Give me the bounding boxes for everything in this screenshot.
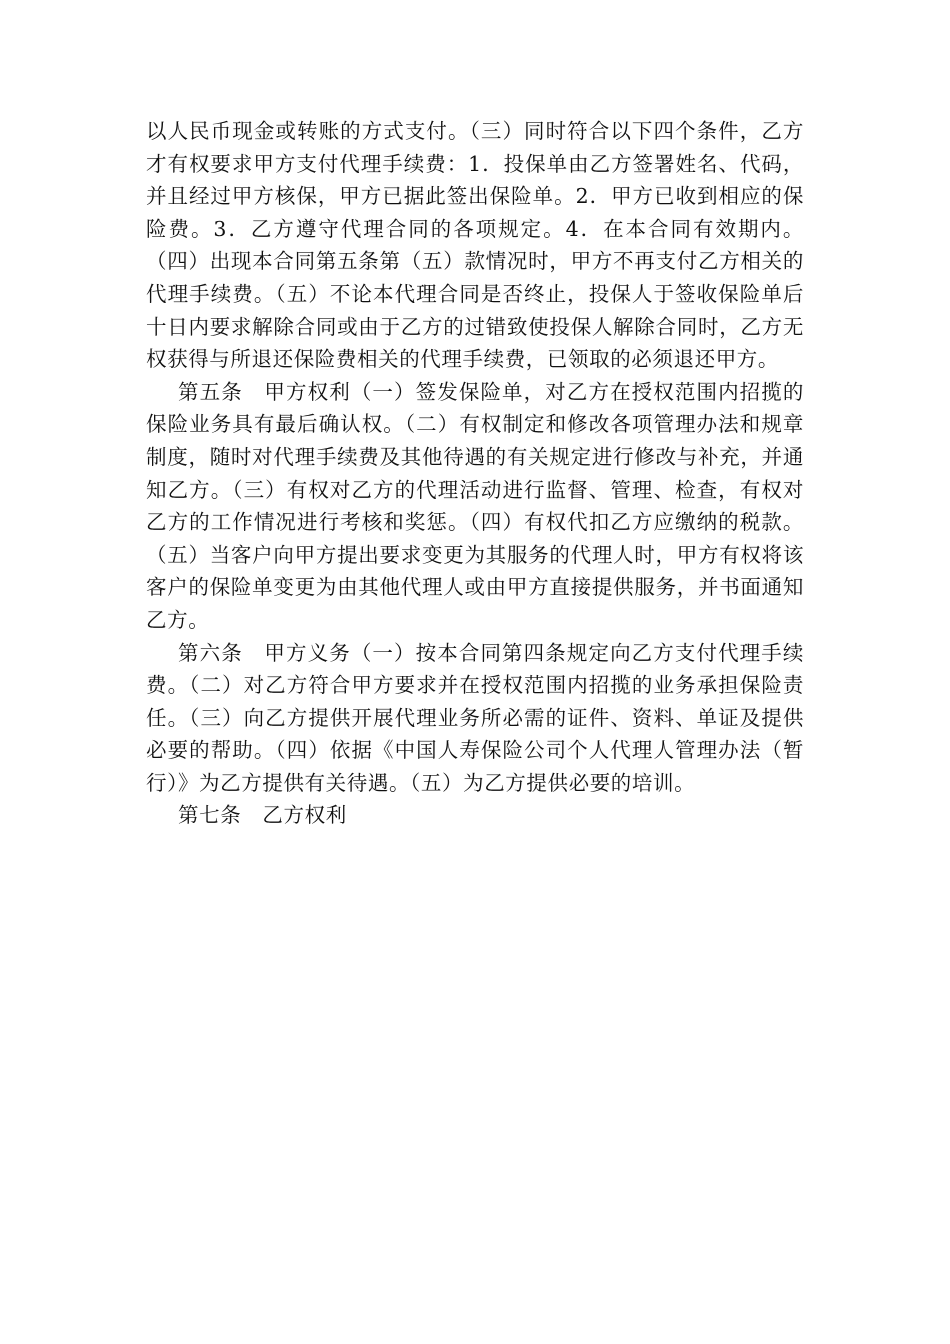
paragraph-article-6: 第六条 甲方义务（一）按本合同第四条规定向乙方支付代理手续费。（二）对乙方符合甲方要求并在授权范围内招揽的业务承担保险责任。（三）向乙方提供开展代理业务所必需的证件、资料、单证及提供必要的帮助。（四）依据《中国人寿保险公司个人代理人管理办法（暂行）》为乙方提供有关待遇。（五）为乙方提供必要的培训。 [146, 640, 804, 795]
paragraph-article-4-continued: 以人民币现金或转账的方式支付。（三）同时符合以下四个条件，乙方才有权要求甲方支付代理手续费：1．投保单由乙方签署姓名、代码，并且经过甲方核保，甲方已据此签出保险单。2．甲方已收到相应的保险费。3．乙方遵守代理合同的各项规定。4．在本合同有效期内。（四）出现本合同第五条第（五）款情况时，甲方不再支付乙方相关的代理手续费。（五）不论本代理合同是否终止，投保人于签收保险单后十日内要求解除合同或由于乙方的过错致使投保人解除合同时，乙方无权获得与所退还保险费相关的代理手续费，已领取的必须退还甲方。 [146, 119, 804, 372]
paragraph-article-5: 第五条 甲方权利（一）签发保险单，对乙方在授权范围内招揽的保险业务具有最后确认权。（二）有权制定和修改各项管理办法和规章制度，随时对代理手续费及其他待遇的有关规定进行修改与补充，并通知乙方。（三）有权对乙方的代理活动进行监督、管理、检查，有权对乙方的工作情况进行考核和奖惩。（四）有权代扣乙方应缴纳的税款。（五）当客户向甲方提出要求变更为其服务的代理人时，甲方有权将该客户的保险单变更为由其他代理人或由甲方直接提供服务，并书面通知乙方。 [146, 379, 804, 632]
paragraph-article-7: 第七条 乙方权利 [178, 803, 347, 828]
document-body [146, 115, 804, 832]
